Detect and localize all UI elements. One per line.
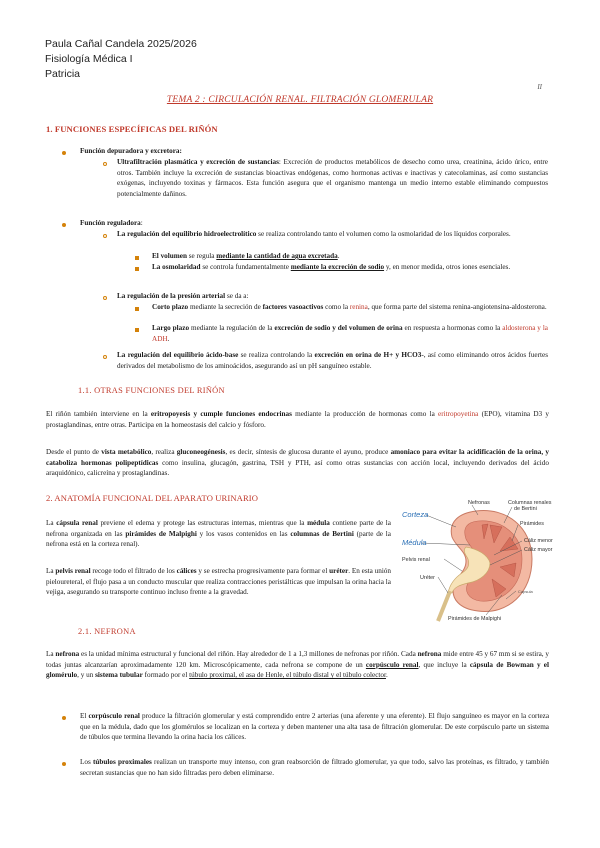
label-caliz-menor: Cáliz menor [524, 538, 553, 544]
label-nefronas: Nefronas [468, 500, 490, 506]
capsula-paragraph: La cápsula renal previene el edema y protege las estructuras internas, mientras que la médula contiene parte de la nefrona organizada en las pirámides de Malpighi y los vasos contenidos en las columnas de Bertini (parte de la nefrona está en la corteza renal). [46, 519, 391, 549]
teacher-line: Patricia [45, 68, 81, 80]
sub-bullet-marker [103, 296, 107, 300]
sub-bullet-marker [103, 162, 107, 166]
sub-bullet-marker [103, 355, 107, 359]
square-bullet-marker [135, 328, 139, 332]
section-1-1-heading: 1.1. OTRAS FUNCIONES DEL RIÑÓN [78, 386, 225, 395]
pelvis-paragraph: La pelvis renal recoge todo el filtrado de los cálices y se estrecha progresivamente para formar el uréter. En esta unión pieloureteral, el flujo pasa a un conducto muscular que realiza contracciones peristálticas que impulsan la orina hacia la vejiga, asegurando su transporte continuo incluso frente a la gravedad. [46, 567, 391, 597]
subject-line: Fisiología Médica I [45, 53, 133, 65]
tubulos-bullet: Los túbulos proximales realizan un transporte muy intenso, con gran reabsorción de filtrado glomerular, ya que todo, salvo las proteínas, es filtrado, y también secretan sustancias que no han sido filtradas pero deben eliminarse. [80, 758, 549, 777]
label-piramides: Pirámides [520, 521, 544, 527]
bullet-marker [62, 762, 66, 766]
metabolic-paragraph: Desde el punto de vista metabólico, realiza gluconeogénesis, es decir, síntesis de glucosa durante el ayuno, produce amoniaco para evitar la acidificación de la orina, y cataboliza hormonas polipeptídicas como insulina, glucagón, gastrina, TSH y PTH, así como otras sustancias con acción local, incluyendo derivados del ácido araquidónico, calicreína y prostaglandinas. [46, 448, 550, 478]
sub-bullet-marker [103, 234, 107, 238]
document-title: TEMA 2 : CIRCULACIÓN RENAL. FILTRACIÓN GLOMERULAR [166, 95, 434, 105]
presion-arterial-text: La regulación de la presión arterial se da a: [117, 292, 249, 300]
acido-base-text: La regulación del equilibrio ácido-base se realiza controlando la excreción en orina de H+ y HCO3-, así como eliminando otros ácidos fuertes derivados del metabolismo de los aminoácidos, asegurando así un pH sanguíneo estable. [117, 351, 548, 370]
nefrona-paragraph: La nefrona es la unidad mínima estructural y funcional del riñón. Hay alrededor de 1 a 1,3 millones de nefronas por riñón. Cada nefrona mide entre 45 y 67 mm si se estira, y todas juntas alcanzarían aproximadamente 120 km. Microscópicamente, cada nefrona se compone de un corpúsculo renal, que incluye la cápsula de Bowman y el glomérulo, y un sistema tubular formado por el túbulo proximal, el asa de Henle, el túbulo distal y el túbulo colector. [46, 650, 549, 680]
bullet-marker [62, 716, 66, 720]
label-corteza: Corteza [402, 510, 429, 519]
bullet-marker [62, 151, 66, 155]
corpusculo-bullet: El corpúsculo renal produce la filtración glomerular y está comprendido entre 2 arterias (una aferente y una eferente). El flujo sanguíneo es mayor en la corteza que en la médula, dado que los glomérulos se localizan en la corteza y deben mantener una alta tasa de filtración glomerular. De este corpúsculo parte un sistema de túbulos que termina llevando la orina hacia los cálices. [80, 712, 550, 742]
square-bullet-marker [135, 256, 139, 260]
largo-plazo-text: Largo plazo mediante la regulación de la excreción de sodio y del volumen de orina en respuesta a hormonas como la aldosterona y la ADH. [152, 324, 549, 343]
page-mark: II [537, 83, 542, 91]
label-capsula: Cápsula [518, 589, 533, 594]
function-reguladora-title: Función reguladora: [80, 219, 143, 227]
label-bertini: de Bertini [514, 506, 537, 512]
label-medula: Médula [402, 538, 427, 547]
square-bullet-marker [135, 267, 139, 271]
label-ureter: Uréter [420, 575, 435, 581]
label-malpighi: Pirámides de Malpighi [448, 616, 502, 622]
endocrine-paragraph: El riñón también interviene en la eritropoyesis y cumple funciones endocrinas mediante la producción de hormonas como la eritropoyetina (EPO), vitamina D3 y prostaglandinas, entre otras. Participa en la homeostasis del calcio y fósforo. [46, 410, 549, 429]
kidney-diagram [398, 497, 558, 622]
osmolaridad-text: La osmolaridad se controla fundamentalmente mediante la excreción de sodio y, en menor medida, otros iones esenciales. [152, 263, 511, 271]
label-pelvis: Pelvis renal [402, 557, 430, 563]
ultrafiltration-text: Ultrafiltración plasmática y excreción de sustancias: Excreción de productos metabólicos de desecho como urea, creatinina, ácido úrico, entre otros. También incluye la excreción de sustancias bioactivas endógenas, como hormonas activas e inactivas y catecolaminas, así como sustancias exógenas, incluyendo toxinas y fármacos. Esta función asegura que el organismo mantenga un medio interno estable eliminando compuestos potencialmente dañinos. [117, 158, 548, 198]
volumen-text: El volumen se regula mediante la cantidad de agua excretada. [152, 252, 340, 260]
section-2-1-heading: 2.1. NEFRONA [78, 627, 136, 636]
hidroelectrolitico-text: La regulación del equilibrio hidroelectrolítico se realiza controlando tanto el volumen como la osmolaridad de los líquidos corporales. [117, 230, 511, 238]
author-line: Paula Cañal Candela 2025/2026 [45, 38, 197, 50]
label-caliz-mayor: Cáliz mayor [524, 547, 553, 553]
bullet-marker [62, 223, 66, 227]
square-bullet-marker [135, 307, 139, 311]
function-depuradora-title: Función depuradora y excretora: [80, 147, 182, 155]
label-columnas: Columnas renales [508, 500, 552, 506]
section-2-heading: 2. ANATOMÍA FUNCIONAL DEL APARATO URINARIO [46, 493, 259, 503]
section-1-heading: 1. FUNCIONES ESPECÍFICAS DEL RIÑÓN [46, 124, 218, 134]
corto-plazo-text: Corto plazo mediante la secreción de factores vasoactivos como la renina, que forma parte del sistema renina-angiotensina-aldosterona. [152, 303, 547, 311]
